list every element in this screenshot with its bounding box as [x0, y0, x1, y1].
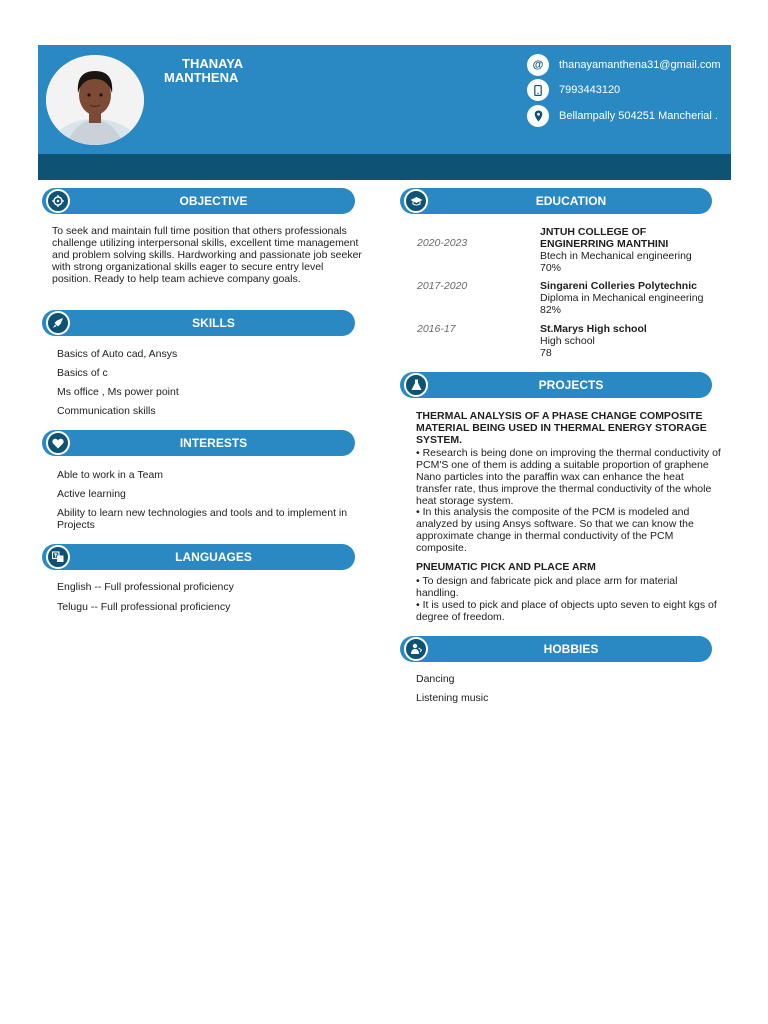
skills-heading	[42, 310, 355, 336]
education-title: EDUCATION	[535, 194, 607, 208]
education-entry	[540, 226, 720, 274]
education-years: 2017-2020	[417, 280, 468, 292]
at-icon: @	[527, 54, 549, 76]
last-name: MANTHENA	[164, 70, 239, 85]
hobby-item: Dancing	[416, 673, 455, 685]
education-institution: JNTUH COLLEGE OF ENGINERRING MANTHINI	[540, 226, 669, 250]
phone-text: 7993443120	[559, 84, 621, 96]
objective-title: OBJECTIVE	[179, 194, 248, 208]
education-degree: Btech in Mechanical engineering	[540, 250, 692, 262]
skill-item: Ms office , Ms power point	[57, 386, 179, 398]
education-score: 82%	[540, 304, 562, 316]
skill-item: Basics of c	[57, 367, 108, 379]
first-name: THANAYA	[182, 56, 244, 71]
languages-heading	[42, 544, 355, 570]
interest-item: Ability to learn new technologies and tools and to implement in Projects	[57, 507, 348, 531]
interests-title: INTERESTS	[179, 436, 248, 450]
education-entry	[540, 323, 720, 359]
location-pin-icon	[527, 105, 549, 127]
target-icon	[46, 189, 70, 213]
project-point: • It is used to pick and place of objects upto seven to eight kgs of degree of freedom.	[416, 599, 717, 623]
candidate-name	[164, 57, 243, 85]
hobbies-title: HOBBIES	[543, 642, 599, 656]
heart-icon	[46, 431, 70, 455]
skills-title: SKILLS	[192, 316, 235, 330]
education-score: 70%	[540, 262, 562, 274]
language-item: Telugu -- Full professional proficiency	[57, 601, 231, 613]
interests-heading	[42, 430, 355, 456]
project-title: THERMAL ANALYSIS OF A PHASE CHANGE COMPOSITE MATERIAL BEING USED IN THERMAL ENERGY STORAGE SYSTEM.	[416, 410, 707, 446]
education-degree: High school	[540, 335, 595, 347]
skill-item: Communication skills	[57, 405, 156, 417]
projects-heading	[400, 372, 712, 398]
education-years: 2020-2023	[417, 237, 468, 249]
interest-item: Able to work in a Team	[57, 469, 164, 481]
objective-heading	[42, 188, 355, 214]
contact-address	[527, 105, 718, 127]
profile-photo	[46, 55, 144, 145]
translate-icon	[46, 545, 70, 569]
graduation-cap-icon	[404, 189, 428, 213]
rocket-icon	[46, 311, 70, 335]
email-text: thanayamanthena31@gmail.com	[559, 59, 721, 71]
hobby-icon	[404, 637, 428, 661]
education-heading	[400, 188, 712, 214]
mobile-phone-icon	[527, 79, 549, 101]
hobbies-heading	[400, 636, 712, 662]
flask-icon	[404, 373, 428, 397]
education-degree: Diploma in Mechanical engineering	[540, 292, 704, 304]
objective-text: To seek and maintain full time position that others professionals challenge utilizing interpersonal skills, excellent time management and problem solving skills. Hardworking and passionate job seeker with strong organizational skills eager to secure entry level position. Ready to help team achieve company goals.	[52, 225, 362, 285]
education-entry	[540, 280, 720, 316]
education-institution: St.Marys High school	[540, 323, 647, 335]
contact-phone[interactable]	[527, 79, 620, 101]
education-score: 78	[540, 347, 552, 359]
projects-title: PROJECTS	[538, 378, 604, 392]
project-point: • To design and fabricate pick and place arm for material handling.	[416, 575, 678, 599]
project-point: • In this analysis the composite of the PCM is modeled and analyzed by using Ansys software. So that we can know the approximate change in thermal conductivity of the PCM composite.	[416, 506, 694, 554]
project-point: • Research is being done on improving the thermal conductivity of PCM'S one of them is adding a suitable proportion of graphene Nano particles into the paraffin wax can enhance the heat transfer rate, thus improve the thermal conductivity of the whole heat storage system.	[416, 447, 721, 507]
project-title: PNEUMATIC PICK AND PLACE ARM	[416, 561, 596, 573]
interest-item: Active learning	[57, 488, 126, 500]
contact-email[interactable]	[527, 54, 721, 76]
address-text: Bellampally 504251 Mancherial .	[559, 110, 718, 122]
languages-title: LANGUAGES	[175, 550, 252, 564]
language-item: English -- Full professional proficiency	[57, 581, 234, 593]
education-years: 2016-17	[417, 323, 456, 335]
education-institution: Singareni Colleries Polytechnic	[540, 280, 697, 292]
header-band	[38, 154, 731, 180]
skill-item: Basics of Auto cad, Ansys	[57, 348, 178, 360]
resume-header	[38, 45, 731, 180]
hobby-item: Listening music	[416, 692, 489, 704]
